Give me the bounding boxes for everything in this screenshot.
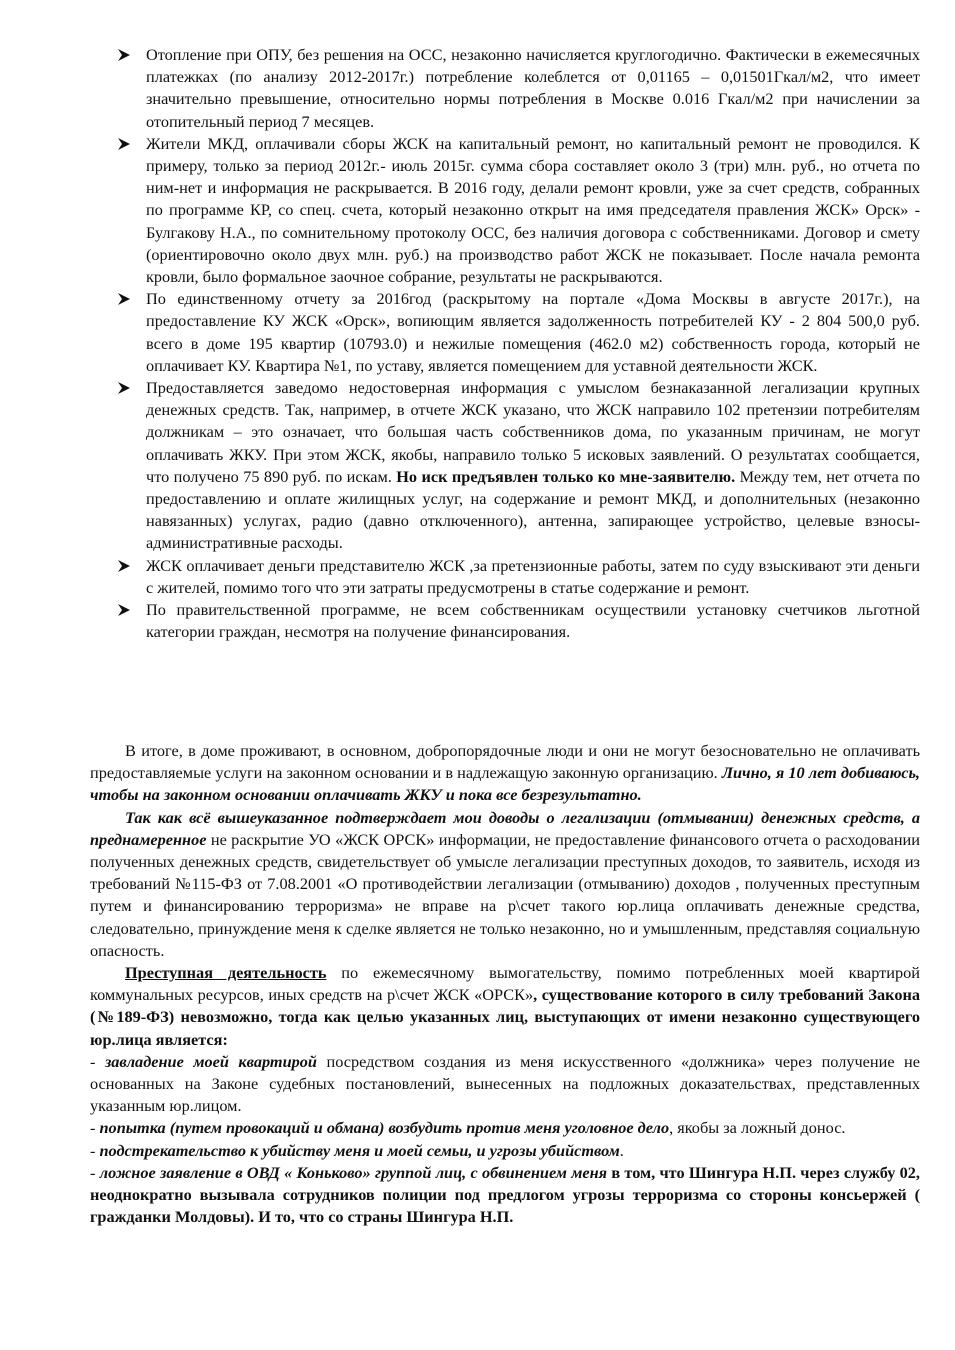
paragraph-emphasis: Так как всё вышеуказанное подтверждает мои доводы о легализации (отмывании) денежных средств, а преднамеренное xyxy=(90,807,920,849)
list-item xyxy=(90,599,920,643)
list-item-text: ЖСК оплачивает деньги представителю ЖСК ,за претензионные работы, затем по суду взыскивают эти деньги с жителей, помимо того что эти затраты предусмотрены в статье содержание и ремонт. xyxy=(146,555,920,597)
paragraph-bold-text: , существование которого в силу требований Закона (№189-ФЗ) невозможно, тогда как целью указанных лиц, выступающих от имени незаконно существующего юр.лица является: xyxy=(90,985,920,1049)
dash-item xyxy=(90,1162,920,1229)
arrow-bullet-icon xyxy=(117,599,133,621)
list-item-text: Жители МКД, оплачивали сборы ЖСК на капитальный ремонт, но капитальный ремонт не проводился. К примеру, только за период 2012г.- июль 2015г. сумма сбора составляет около 3 (три) млн. руб., но отчета по ним-нет и информация не раскрывается. В 2016 году, делали ремонт кровли, уже за счет средств, собранных по программе КР, со спец. счета, который незаконно открыт на имя председателя правления ЖСК» Орск» - Булгакову Н.А., по сомнительному протоколу ОСС, без наличия договора с собственниками. Договор и смету (ориентировочно около двух млн. руб.) на производство работ ЖСК не показывает. После начала ремонта кровли, было формальное заочное собрание, результаты не раскрываются. xyxy=(146,133,920,287)
list-item xyxy=(90,555,920,599)
dash-mark: - xyxy=(90,1162,100,1182)
dash-item-emphasis: подстрекательство к убийству меня и моей семьи, и угрозы убийством xyxy=(99,1140,620,1160)
arrow-bullet-icon xyxy=(117,44,133,66)
dash-item-emphasis: ложное заявление в ОВД « Коньково» группой лиц, с обвинением меня xyxy=(99,1162,608,1182)
list-item-text: Предоставляется заведомо недостоверная информация с умыслом безнаказанной легализации крупных денежных средств. Так, например, в отчете ЖСК указано, что ЖСК направило 102 претензии потребителям должникам – это означает, что большая часть собственников дома, по указанным причинам, не могут оплачивать ЖКУ. При этом ЖСК, якобы, направило только 5 исковых заявлений. О результатах сообщается, что получено 75 890 руб. по искам. xyxy=(146,378,920,486)
arrow-bullet-icon xyxy=(117,288,133,310)
dash-item xyxy=(90,1117,920,1139)
dash-item-emphasis: завладение моей квартирой xyxy=(104,1051,317,1071)
list-item-bold-text: Но иск предъявлен только ко мне-заявителю. xyxy=(396,466,736,486)
paragraph-heading: Преступная деятельность xyxy=(125,963,327,983)
dash-item-bold-text: в том, что Шингура Н.П. через службу 02, неоднократно вызывала сотрудников полиции под предлогом угрозы терроризма со стороны консьержей ( гражданки Молдовы). И то, что со страны Шингура Н.П. xyxy=(90,1162,920,1227)
paragraph-criminal-activity xyxy=(90,962,920,1051)
dash-mark: - xyxy=(90,1118,100,1138)
dash-item-emphasis: попытка (путем провокаций и обмана) возбудить против меня уголовное дело xyxy=(99,1118,670,1138)
list-item-text: Отопление при ОПУ, без решения на ОСС, незаконно начисляется круглогодично. Фактически в ежемесячных платежках (по анализу 2012-2017г.) потребление колеблется от 0,01165 – 0,01501Гкал/м2, что имеет значительно превышение, относительно нормы потребления в Москве 0.016 Гкал/м2 при начислении за отопительный период 7 месяцев. xyxy=(146,45,920,131)
arrow-bullet-icon xyxy=(117,133,133,155)
arrow-bullet-icon xyxy=(117,555,133,577)
paragraph-text: не раскрытие УО «ЖСК ОРСК» информации, не предоставление финансового отчета о расходовании полученных денежных средств, свидетельствует об умысле легализации преступных доходов, то заявитель, исходя из требований №115-ФЗ от 7.08.2001 «О противодействии легализации (отмыванию) доходов , полученных преступным путем и финансированию терроризма» не вправе на р\счет такого юр.лица оплачивать денежные средства, следовательно, принуждение меня к сделке является не только незаконно, но и умышленным, представляя социальную опасность. xyxy=(90,829,920,960)
paragraph-text: В итоге, в доме проживают, в основном, добропорядочные люди и они не могут безосновательно не оплачивать предоставляемые услуги на законном основании и в надлежащую законную организацию. xyxy=(90,741,920,783)
dash-item-text: посредством создания из меня искусственного «должника» через получение не основанных на Законе судебных постановлений, вынесенных на подложных доказательствах, представленных указанным юр.лицом. xyxy=(90,1051,920,1116)
list-item xyxy=(90,44,920,133)
dash-mark: - xyxy=(90,1051,105,1071)
list-item-text: Между тем, нет отчета по предоставлению и оплате жилищных услуг, на содержание и ремонт МКД, и дополнительных (незаконно навязанных) услугах, радио (давно отключенного), антенна, запирающее устройство, целевые взносы- административные расходы. xyxy=(146,466,921,553)
dash-item xyxy=(90,1051,920,1118)
dash-mark: - xyxy=(90,1140,100,1160)
dash-item xyxy=(90,1140,920,1162)
bullet-list xyxy=(90,44,920,643)
dash-item-text: . xyxy=(619,1140,624,1160)
dash-item-text: , якобы за ложный донос. xyxy=(669,1118,846,1138)
list-item xyxy=(90,288,920,377)
paragraph-legalization xyxy=(90,807,920,962)
paragraph-conclusion xyxy=(90,740,920,807)
list-item xyxy=(90,133,920,288)
list-item-text: По правительственной программе, не всем собственникам осуществили установку счетчиков льготной категории граждан, несмотря на получение финансирования. xyxy=(146,600,920,642)
arrow-bullet-icon xyxy=(117,377,133,399)
paragraph-text: по ежемесячному вымогательству, помимо потребленных моей квартирой коммунальных ресурсов, иных средств на р\счет ЖСК «ОРСК» xyxy=(90,963,921,1005)
list-item xyxy=(90,377,920,555)
list-item-text: По единственному отчету за 2016год (раскрытому на портале «Дома Москвы в августе 2017г.), на предоставление КУ ЖСК «Орск», вопиющим является задолженность потребителей КУ - 2 804 500,0 руб. всего в доме 195 квартир (10793.0) и нежилые помещения (462.0 м2) собственность города, который не оплачивает КУ. Квартира №1, по уставу, является помещением для уставной деятельности ЖСК. xyxy=(146,289,920,375)
body-text xyxy=(90,740,920,1228)
paragraph-emphasis: Лично, я 10 лет добиваюсь, чтобы на законном основании оплачивать ЖКУ и пока все безрезультатно. xyxy=(90,763,920,805)
